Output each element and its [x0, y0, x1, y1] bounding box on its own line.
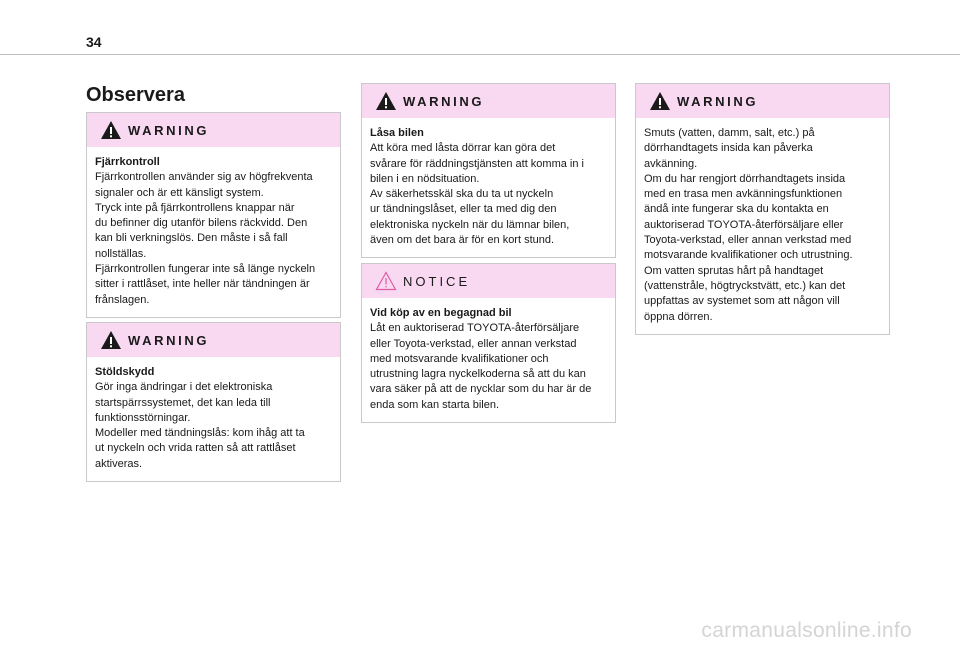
notice-lead: Vid köp av en begagnad bil — [370, 307, 512, 319]
warning-triangle-icon — [100, 330, 122, 350]
warning-text: Fjärrkontrollen använder sig av högfrekventa signaler och är ett känsligt system. Tryck inte på fjärrkontrollens knappar när du befinner dig utanför bilens räckvidd. Den kan bli verkningslös. Den måste i så fall nollställas. Fjärrkontrollen fungerar inte så länge nyckeln sitter i rattlåset, inte heller när tändningen är frånslagen. — [95, 171, 316, 306]
warning-text: Smuts (vatten, damm, salt, etc.) på dörrhandtagets insida kan påverka avkänning. Om du har rengjort dörrhandtagets insida med en trasa men avkänningsfunktionen ändå inte fungerar ska du kontakta en auktoriserad TOYOTA-återförsäljare eller Toyota-verkstad, eller annan verkstad med motsvarande kvalifikationer och utrustning. Om vatten sprutas hårt på handtaget (vattenstråle, högtryckstvätt, etc.) kan det uppfattas av systemet som att någon vill öppna dörren. — [644, 127, 853, 323]
page-number: 34 — [86, 34, 102, 50]
warning-box-remote-control — [86, 112, 341, 318]
notice-box-used-car — [361, 263, 616, 423]
warning-box-anti-theft — [86, 322, 341, 482]
notice-triangle-icon — [375, 271, 397, 291]
warning-body — [87, 357, 340, 481]
notice-header — [362, 264, 615, 298]
warning-triangle-icon — [375, 91, 397, 111]
warning-lead: Stöldskydd — [95, 366, 155, 378]
notice-text: Låt en auktoriserad TOYOTA-återförsäljare eller Toyota-verkstad, eller annan verkstad med motsvarande kvalifikationer och utrustning lagra nyckelkoderna så att du kan vara säker på att de nycklar som du har är de enda som kan starta bilen. — [370, 322, 592, 411]
warning-text: Att köra med låsta dörrar kan göra det svårare för räddningstjänsten att komma in i bilen i en nödsituation. Av säkerhetsskäl ska du ta ut nyckeln ur tändningslåset, eller ta med dig den elektroniska nyckeln när du lämnar bilen, även om det bara är för en kort stund. — [370, 142, 584, 247]
warning-header — [87, 323, 340, 357]
warning-lead: Fjärrkontroll — [95, 156, 160, 168]
warning-label: WARNING — [128, 122, 210, 138]
warning-body — [636, 118, 889, 334]
warning-triangle-icon — [649, 91, 671, 111]
warning-body — [362, 118, 615, 257]
warning-label: WARNING — [677, 93, 759, 109]
notice-label: NOTICE — [403, 273, 471, 289]
watermark: carmanualsonline.info — [701, 619, 912, 642]
warning-body — [87, 147, 340, 317]
warning-lead: Låsa bilen — [370, 127, 424, 139]
section-title: Observera — [86, 84, 185, 106]
notice-body — [362, 298, 615, 422]
warning-label: WARNING — [128, 332, 210, 348]
warning-header — [87, 113, 340, 147]
warning-triangle-icon — [100, 120, 122, 140]
warning-header — [362, 84, 615, 118]
header-divider — [0, 54, 960, 55]
warning-box-door-handle — [635, 83, 890, 335]
warning-box-locking-car — [361, 83, 616, 258]
warning-label: WARNING — [403, 93, 485, 109]
warning-header — [636, 84, 889, 118]
warning-text: Gör inga ändringar i det elektroniska startspärrssystemet, det kan leda till funktionsstörningar. Modeller med tändningslås: kom ihåg att ta ut nyckeln och vrida ratten så att rattlåset aktiveras. — [95, 381, 305, 470]
